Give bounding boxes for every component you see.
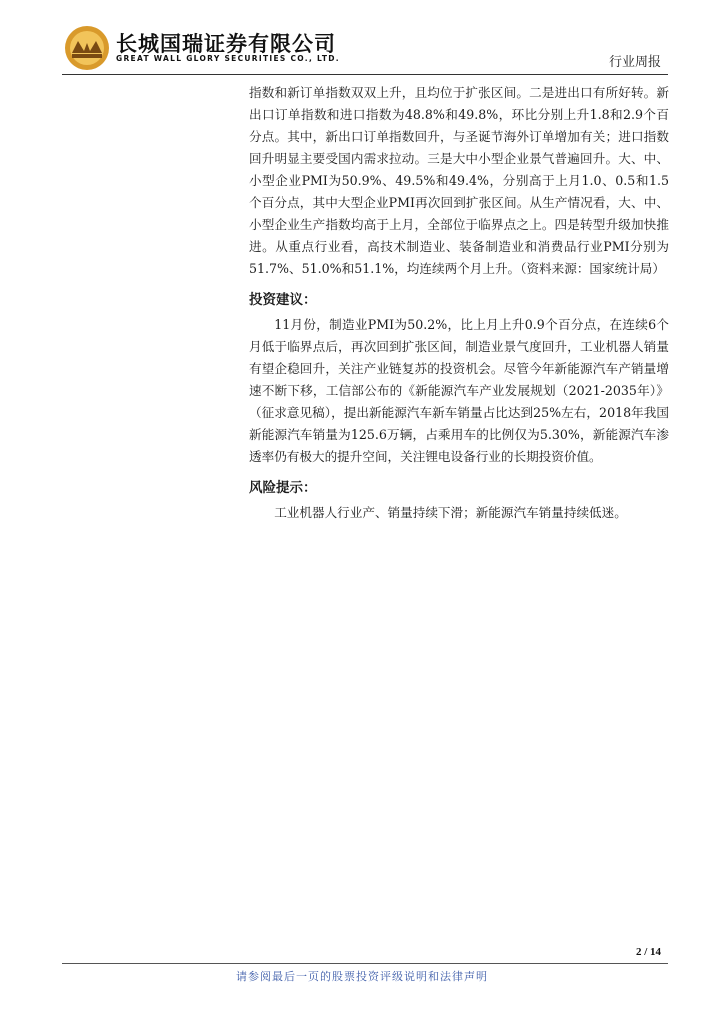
page-number: 2 / 14 xyxy=(636,946,662,958)
disclaimer-link[interactable]: 请参阅最后一页的股票投资评级说明和法律声明 xyxy=(236,970,488,983)
pmi-analysis-paragraph: 指数和新订单指数双双上升，且均位于扩张区间。二是进出口有所好转。新出口订单指数和进口指数为48.8%和49.8%，环比分别上升1.8和2.9个百分点。其中，新出口订单指数回升，与圣诞节海外订单增加有关；进口指数回升明显主要受国内需求拉动。三是大中小型企业景气普遍回升。大、中、小型企业PMI为50.9%、49.5%和49.4%，分别高于上月1.0、0.5和1.5个百分点，其中大型企业PMI再次回到扩张区间。从生产情况看，大、中、小型企业生产指数均高于上月，全部位于临界点之上。四是转型升级加快推进。从重点行业看，高技术制造业、装备制造业和消费品行业PMI分别为51.7%、51.0%和51.1%，均连续两个月上升。（资料来源：国家统计局） xyxy=(249,85,669,276)
risk-warning-paragraph: 工业机器人行业产、销量持续下滑；新能源汽车销量持续低迷。 xyxy=(274,505,627,520)
great-wall-glory-logo-icon xyxy=(64,25,110,71)
page-header xyxy=(0,0,724,80)
risk-warning-heading: 风险提示： xyxy=(249,480,317,496)
footer-divider xyxy=(62,963,668,964)
report-body xyxy=(249,82,669,524)
company-name-cn: 长城国瑞证券有限公司 xyxy=(116,32,336,56)
report-type-label: 行业周报 xyxy=(608,55,661,70)
investment-advice-heading: 投资建议： xyxy=(249,292,317,308)
header-divider xyxy=(62,74,668,75)
investment-advice-paragraph: 11月份，制造业PMI为50.2%，比上月上升0.9个百分点，在连续6个月低于临界点后，再次回到扩张区间，制造业景气度回升，工业机器人销量有望企稳回升，关注产业链复苏的投资机会。尽管今年新能源汽车产销量增速不断下移，工信部公布的《新能源汽车产业发展规划（2021-2035年）》（征求意见稿），提出新能源汽车新车销量占比达到25%左右，2018年我国新能源汽车销量为125.6万辆，占乘用车的比例仅为5.30%，新能源汽车渗透率仍有极大的提升空间，关注锂电设备行业的长期投资价值。 xyxy=(249,317,669,464)
company-name-en: GREAT WALL GLORY SECURITIES CO., LTD. xyxy=(116,54,340,63)
